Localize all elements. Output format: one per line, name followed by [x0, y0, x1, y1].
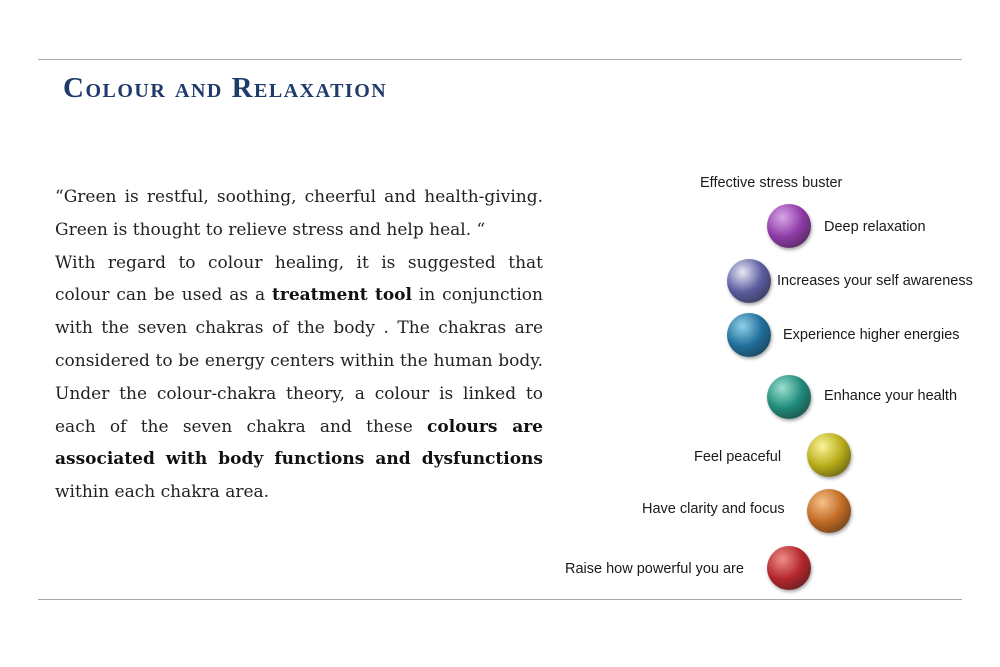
diagram-header: Effective stress buster [700, 175, 843, 191]
chakra-orb-indigo [727, 259, 771, 303]
chakra-label-red: Raise how powerful you are [565, 561, 744, 577]
chakra-label-blue: Experience higher energies [783, 327, 960, 343]
chakra-label-yellow: Feel peaceful [694, 449, 782, 465]
chakra-label-indigo: Increases your self awareness [777, 273, 973, 289]
chakra-label-orange: Have clarity and focus [642, 501, 785, 517]
chakra-label-violet: Deep relaxation [824, 219, 926, 235]
chakra-label-green: Enhance your health [824, 388, 958, 404]
page-title: Colour and Relaxation [63, 72, 388, 104]
bottom-divider [38, 599, 962, 600]
body-text [55, 181, 543, 509]
chakra-orb-blue [727, 313, 771, 357]
chakra-orb-yellow [807, 433, 851, 477]
chakra-paragraph: With regard to colour healing, it is suggested that colour can be used as a treatment tool in conjunction with the seven chakras of the body . The chakras are considered to be energy centers within the human body. Under the colour-chakra theory, a colour is linked to each of the seven chakra and these colours are associated with body functions and dysfunctions within each chakra area. [55, 252, 543, 503]
chakra-orb-orange [807, 489, 851, 533]
top-divider [38, 59, 962, 60]
colours-associated-emphasis: colours are associated with body functions and dysfunctions [55, 416, 543, 470]
chakra-orb-green [767, 375, 811, 419]
chakra-orb-red [767, 546, 811, 590]
chakra-orb-violet [767, 204, 811, 248]
quote-paragraph: “Green is restful, soothing, cheerful and health-giving. Green is thought to relieve stress and help heal. “ [55, 187, 543, 240]
treatment-tool-emphasis: treatment tool [272, 285, 412, 306]
